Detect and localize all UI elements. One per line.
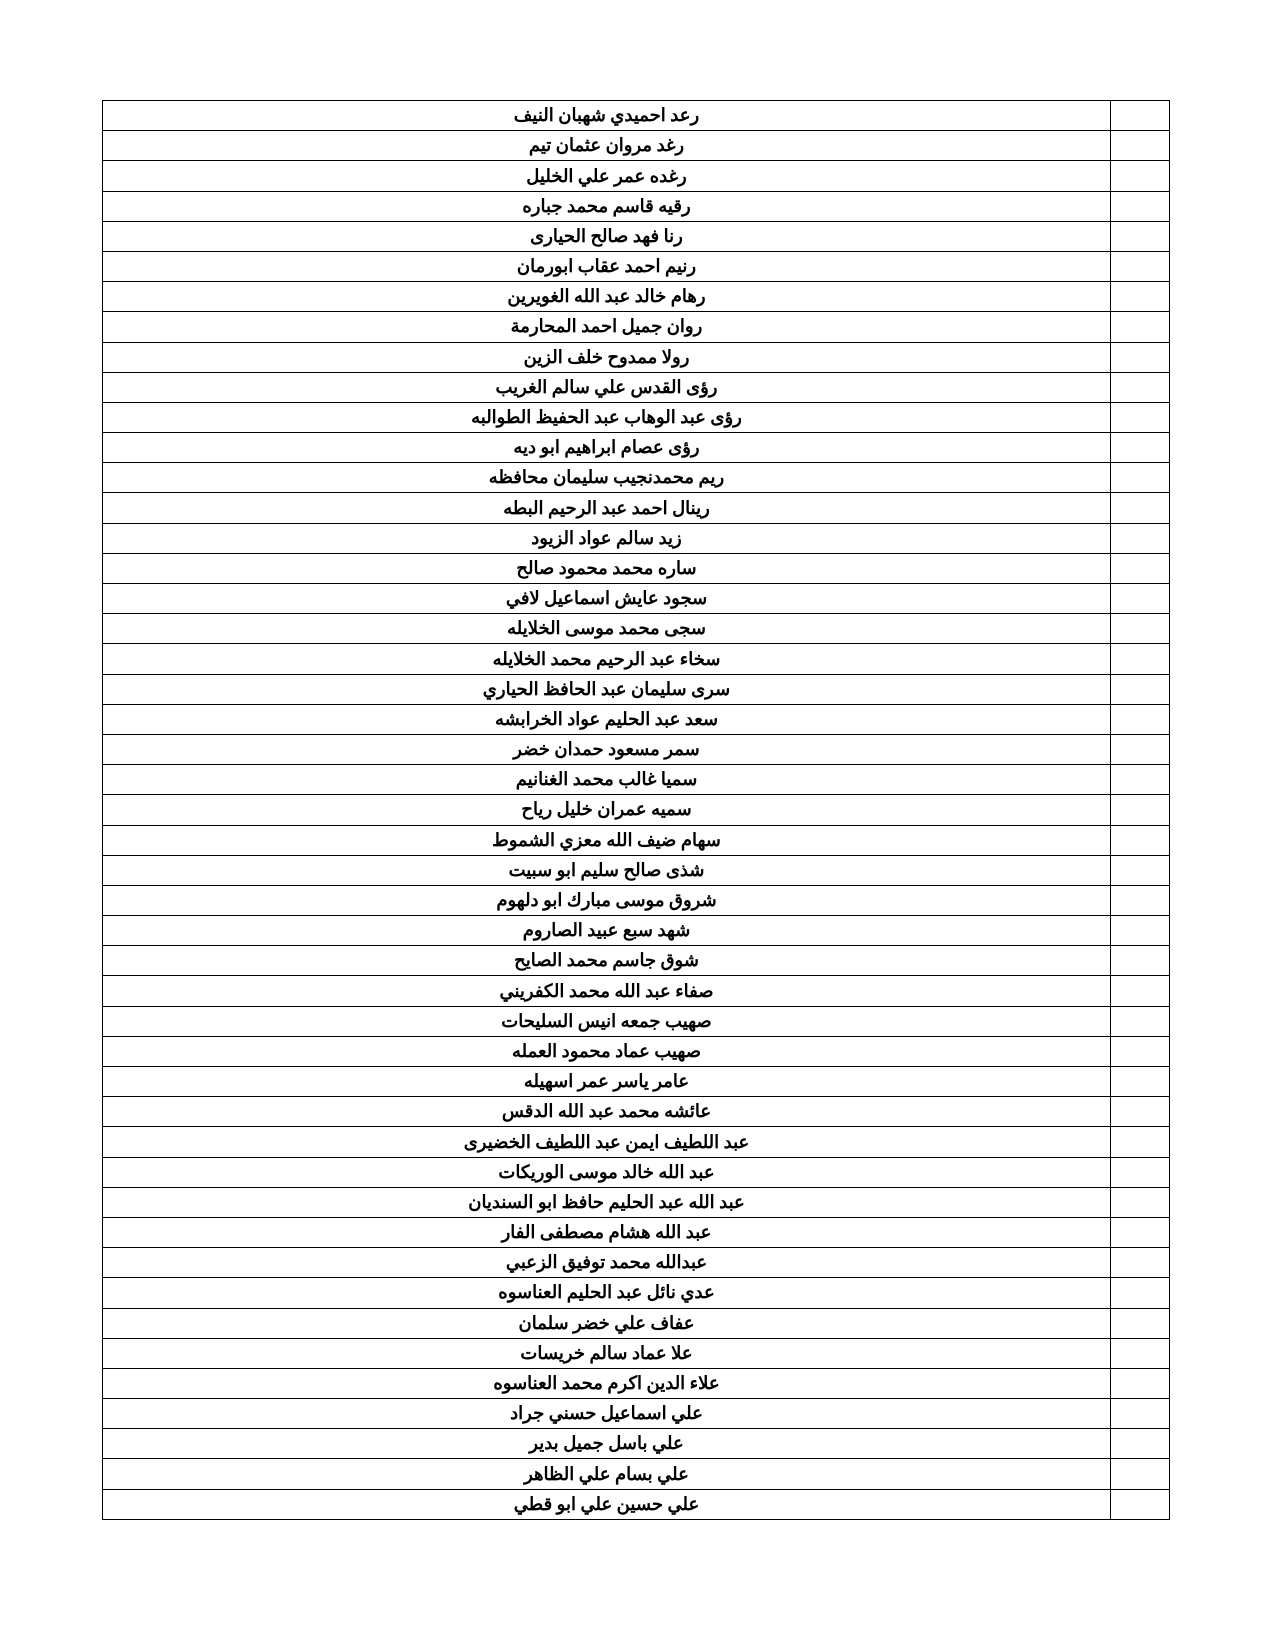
- table-row: [103, 372, 1170, 402]
- table-cell-index: [1111, 251, 1170, 281]
- table-row: [103, 1338, 1170, 1368]
- table-cell-index: [1111, 1097, 1170, 1127]
- table-cell-index: [1111, 1338, 1170, 1368]
- table-cell-name: سجى محمد موسى الخلايله: [103, 614, 1111, 644]
- table-cell-index: [1111, 191, 1170, 221]
- table-cell-name: شروق موسى مبارك ابو دلهوم: [103, 885, 1111, 915]
- table-cell-name: رؤى عبد الوهاب عبد الحفيظ الطوالبه: [103, 402, 1111, 432]
- table-cell-index: [1111, 463, 1170, 493]
- table-cell-name: عبد الله خالد موسى الوريكات: [103, 1157, 1111, 1187]
- table-row: [103, 433, 1170, 463]
- names-table-body: [103, 101, 1170, 1520]
- table-row: [103, 765, 1170, 795]
- table-cell-name: عفاف علي خضر سلمان: [103, 1308, 1111, 1338]
- table-cell-index: [1111, 674, 1170, 704]
- table-cell-index: [1111, 1157, 1170, 1187]
- table-cell-index: [1111, 614, 1170, 644]
- table-cell-index: [1111, 644, 1170, 674]
- table-cell-name: رهام خالد عبد الله الغويرين: [103, 282, 1111, 312]
- table-cell-name: رغد مروان عثمان تيم: [103, 131, 1111, 161]
- table-cell-index: [1111, 1067, 1170, 1097]
- table-cell-index: [1111, 282, 1170, 312]
- table-cell-index: [1111, 312, 1170, 342]
- table-cell-name: شذى صالح سليم ابو سبيت: [103, 855, 1111, 885]
- table-row: [103, 946, 1170, 976]
- table-cell-name: رؤى القدس علي سالم الغريب: [103, 372, 1111, 402]
- table-cell-name: صهيب جمعه انيس السليحات: [103, 1006, 1111, 1036]
- table-row: [103, 101, 1170, 131]
- table-cell-index: [1111, 1368, 1170, 1398]
- table-cell-index: [1111, 1308, 1170, 1338]
- table-cell-name: سميه عمران خليل رياح: [103, 795, 1111, 825]
- table-cell-index: [1111, 553, 1170, 583]
- table-row: [103, 221, 1170, 251]
- table-row: [103, 463, 1170, 493]
- table-cell-index: [1111, 402, 1170, 432]
- table-cell-name: عبد الله عبد الحليم حافظ ابو السنديان: [103, 1187, 1111, 1217]
- table-row: [103, 402, 1170, 432]
- table-cell-index: [1111, 523, 1170, 553]
- table-row: [103, 1459, 1170, 1489]
- table-cell-name: رغده عمر علي الخليل: [103, 161, 1111, 191]
- table-row: [103, 191, 1170, 221]
- table-cell-name: عبد اللطيف ايمن عبد اللطيف الخضيرى: [103, 1127, 1111, 1157]
- table-row: [103, 553, 1170, 583]
- table-row: [103, 855, 1170, 885]
- table-cell-name: رعد احميدي شهبان النيف: [103, 101, 1111, 131]
- table-row: [103, 1248, 1170, 1278]
- table-row: [103, 1278, 1170, 1308]
- table-cell-index: [1111, 1217, 1170, 1247]
- table-row: [103, 644, 1170, 674]
- table-cell-index: [1111, 976, 1170, 1006]
- table-cell-index: [1111, 131, 1170, 161]
- table-cell-name: رنيم احمد عقاب ابورمان: [103, 251, 1111, 281]
- table-row: [103, 1429, 1170, 1459]
- table-cell-name: علي بسام علي الظاهر: [103, 1459, 1111, 1489]
- table-cell-name: رنا فهد صالح الحيارى: [103, 221, 1111, 251]
- table-cell-index: [1111, 825, 1170, 855]
- table-cell-name: ريم محمدنجيب سليمان محافظه: [103, 463, 1111, 493]
- table-cell-name: سعد عبد الحليم عواد الخرابشه: [103, 704, 1111, 734]
- table-cell-index: [1111, 1489, 1170, 1519]
- table-row: [103, 1006, 1170, 1036]
- table-row: [103, 523, 1170, 553]
- table-cell-name: علي اسماعيل حسني جراد: [103, 1399, 1111, 1429]
- table-row: [103, 1127, 1170, 1157]
- table-row: [103, 734, 1170, 764]
- table-row: [103, 825, 1170, 855]
- table-row: [103, 1036, 1170, 1066]
- table-cell-name: علاء الدين اكرم محمد العناسوه: [103, 1368, 1111, 1398]
- table-cell-index: [1111, 493, 1170, 523]
- table-cell-index: [1111, 1006, 1170, 1036]
- table-cell-index: [1111, 795, 1170, 825]
- table-cell-name: سخاء عبد الرحيم محمد الخلايله: [103, 644, 1111, 674]
- table-cell-name: رينال احمد عبد الرحيم البطه: [103, 493, 1111, 523]
- table-row: [103, 1067, 1170, 1097]
- table-row: [103, 1368, 1170, 1398]
- table-cell-name: سرى سليمان عبد الحافظ الحياري: [103, 674, 1111, 704]
- table-cell-name: سميا غالب محمد الغنانيم: [103, 765, 1111, 795]
- table-cell-name: عدي نائل عبد الحليم العناسوه: [103, 1278, 1111, 1308]
- table-cell-name: شوق جاسم محمد الصايح: [103, 946, 1111, 976]
- table-row: [103, 916, 1170, 946]
- table-row: [103, 584, 1170, 614]
- table-cell-index: [1111, 916, 1170, 946]
- table-row: [103, 493, 1170, 523]
- table-cell-index: [1111, 342, 1170, 372]
- table-cell-index: [1111, 161, 1170, 191]
- table-cell-name: ساره محمد محمود صالح: [103, 553, 1111, 583]
- table-cell-name: صفاء عبد الله محمد الكفريني: [103, 976, 1111, 1006]
- table-row: [103, 1157, 1170, 1187]
- table-cell-name: رؤى عصام ابراهيم ابو ديه: [103, 433, 1111, 463]
- table-row: [103, 1308, 1170, 1338]
- table-cell-index: [1111, 734, 1170, 764]
- table-cell-index: [1111, 101, 1170, 131]
- table-cell-index: [1111, 1278, 1170, 1308]
- table-cell-index: [1111, 1187, 1170, 1217]
- table-cell-name: سهام ضيف الله معزي الشموط: [103, 825, 1111, 855]
- table-cell-index: [1111, 704, 1170, 734]
- table-cell-index: [1111, 855, 1170, 885]
- table-cell-name: علي حسين علي ابو قطي: [103, 1489, 1111, 1519]
- table-cell-index: [1111, 1036, 1170, 1066]
- table-cell-name: سمر مسعود حمدان خضر: [103, 734, 1111, 764]
- table-cell-name: علي باسل جميل بدير: [103, 1429, 1111, 1459]
- table-row: [103, 1097, 1170, 1127]
- table-cell-name: سجود عايش اسماعيل لافي: [103, 584, 1111, 614]
- table-row: [103, 312, 1170, 342]
- table-cell-name: عبد الله هشام مصطفى الفار: [103, 1217, 1111, 1247]
- table-row: [103, 976, 1170, 1006]
- table-row: [103, 1187, 1170, 1217]
- table-cell-index: [1111, 221, 1170, 251]
- table-cell-index: [1111, 1399, 1170, 1429]
- table-cell-index: [1111, 765, 1170, 795]
- table-cell-index: [1111, 433, 1170, 463]
- table-row: [103, 795, 1170, 825]
- table-cell-name: عامر ياسر عمر اسهيله: [103, 1067, 1111, 1097]
- table-row: [103, 161, 1170, 191]
- table-cell-index: [1111, 1127, 1170, 1157]
- table-cell-index: [1111, 1459, 1170, 1489]
- table-cell-index: [1111, 1429, 1170, 1459]
- table-cell-name: شهد سبع عبيد الصاروم: [103, 916, 1111, 946]
- table-cell-name: صهيب عماد محمود العمله: [103, 1036, 1111, 1066]
- table-cell-name: رقيه قاسم محمد جباره: [103, 191, 1111, 221]
- table-cell-name: علا عماد سالم خريسات: [103, 1338, 1111, 1368]
- table-row: [103, 674, 1170, 704]
- table-cell-name: رولا ممدوح خلف الزين: [103, 342, 1111, 372]
- table-cell-name: عبدالله محمد توفيق الزعبي: [103, 1248, 1111, 1278]
- table-cell-index: [1111, 372, 1170, 402]
- table-cell-name: زيد سالم عواد الزيود: [103, 523, 1111, 553]
- names-table: [102, 100, 1170, 1520]
- table-row: [103, 704, 1170, 734]
- table-row: [103, 1217, 1170, 1247]
- table-row: [103, 131, 1170, 161]
- table-row: [103, 282, 1170, 312]
- table-cell-name: روان جميل احمد المحارمة: [103, 312, 1111, 342]
- table-row: [103, 614, 1170, 644]
- table-row: [103, 342, 1170, 372]
- table-cell-index: [1111, 1248, 1170, 1278]
- table-row: [103, 1489, 1170, 1519]
- table-cell-name: عائشه محمد عبد الله الدقس: [103, 1097, 1111, 1127]
- table-row: [103, 251, 1170, 281]
- table-cell-index: [1111, 885, 1170, 915]
- table-row: [103, 885, 1170, 915]
- table-cell-index: [1111, 946, 1170, 976]
- table-cell-index: [1111, 584, 1170, 614]
- table-row: [103, 1399, 1170, 1429]
